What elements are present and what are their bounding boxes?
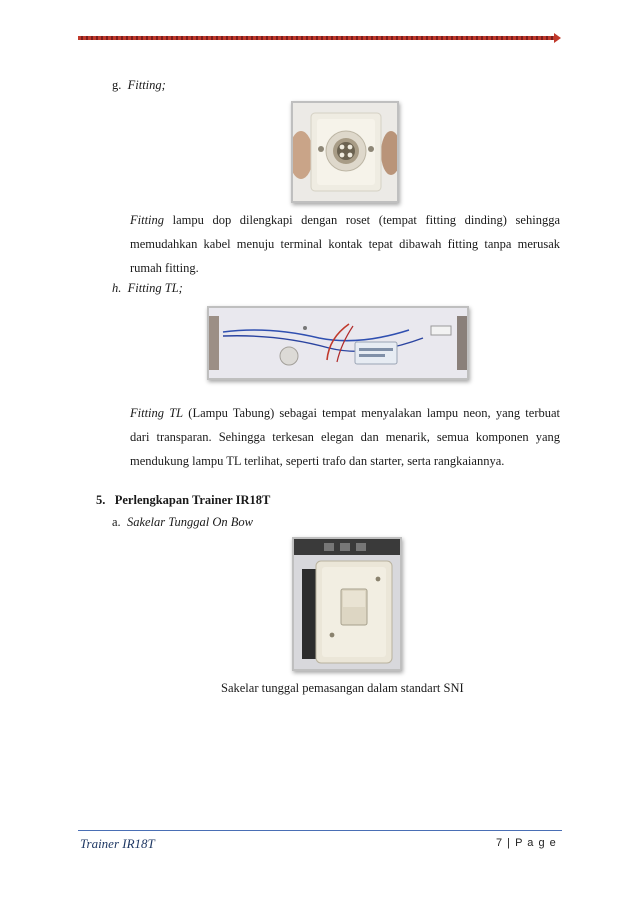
- footer-rule: [78, 830, 562, 831]
- section-5-heading: [96, 488, 270, 512]
- item-g-para-lead: Fitting: [130, 213, 165, 227]
- item-h-marker: h.: [112, 281, 122, 295]
- item-g-paragraph: [130, 208, 560, 280]
- item-h-paragraph: [130, 401, 560, 473]
- item-g-heading: [112, 73, 166, 97]
- header-arrow-icon: [554, 33, 561, 43]
- section-5-title: Perlengkapan Trainer IR18T: [114, 493, 271, 507]
- fitting-tl-photo: [207, 306, 469, 380]
- item-g-marker: g.: [112, 78, 122, 92]
- item-g-para-text: lampu dop dilengkapi dengan roset (tempat fitting dinding) sehingga memudahkan kabel menuju terminal kontak tepat dibawah fitting tanpa merusak rumah fitting.: [130, 213, 560, 275]
- switch-caption: Sakelar tunggal pemasangan dalam standart SNI: [221, 681, 464, 695]
- item-h-title: Fitting TL;: [127, 281, 183, 295]
- item-g-title: Fitting;: [127, 78, 166, 92]
- item-h-heading: [112, 276, 183, 300]
- page-number: 7 | P a g e: [496, 837, 557, 849]
- item-h-para-text: (Lampu Tabung) sebagai tempat menyalakan lampu neon, yang terbuat dari transparan. Sehingga terkesan elegan dan menarik, semua komponen yang mendukung lampu TL terlihat, seperti trafo dan starter, serta rangkaiannya.: [130, 406, 560, 468]
- switch-photo: [292, 537, 402, 671]
- footer-title: Trainer IR18T: [80, 836, 155, 851]
- item-h-para-lead: Fitting TL: [130, 406, 184, 420]
- item-a-marker: a.: [112, 515, 121, 529]
- section-5-marker: 5.: [96, 493, 106, 507]
- header-rule: [78, 36, 556, 40]
- fitting-photo: [291, 101, 399, 203]
- item-a-heading: [112, 510, 253, 534]
- item-a-title: Sakelar Tunggal On Bow: [126, 515, 253, 529]
